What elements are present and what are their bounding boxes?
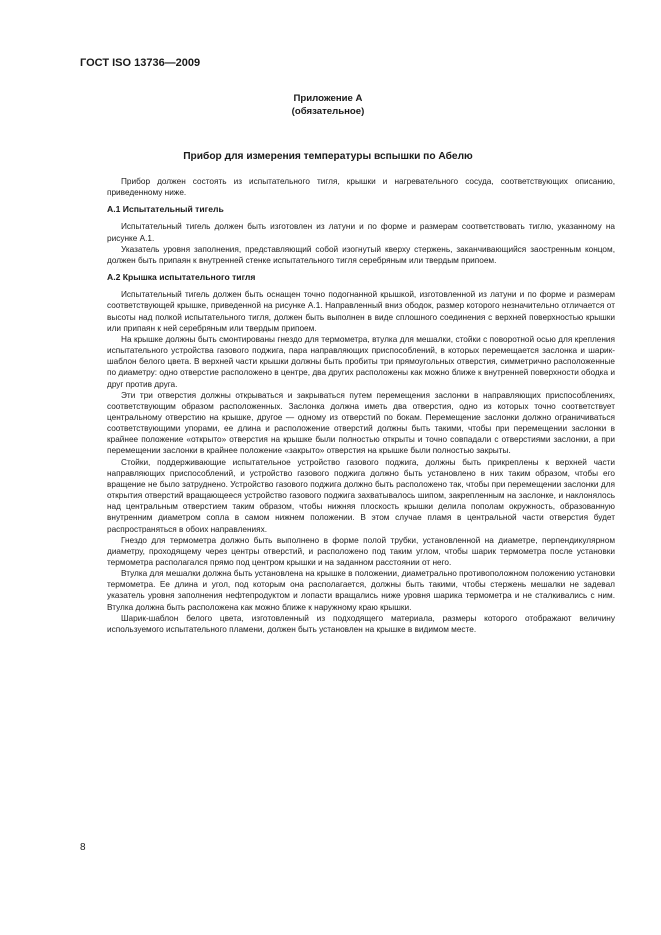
section-a2-paragraph: Гнездо для термометра должно быть выполнено в форме полой трубки, установленной на диаметре, перпендикулярном диаметру, проходящему через центры отверстий, и расположено под таким углом, чтобы шарик термометра после установки термометра располагался прямо под центром крышки и на заданном расстоянии от него. [107, 535, 615, 567]
section-a1-heading: А.1 Испытательный тигель [107, 204, 224, 215]
annex-title: Приложение А [293, 93, 363, 104]
standard-header: ГОСТ ISO 13736—2009 [80, 57, 201, 69]
section-a2-paragraph: Втулка для мешалки должна быть установлена на крышке в положении, диаметрально противоположном положению установки термометра. Ее длина и угол, под которым она располагается, должны быть такими, чтобы стержень мешалки не задевал указатель уровня заполнения нефтепродуктом и лопасти вращались ниже уровня шарика термометра и не сталкивались с ним. Втулка должна быть расположена как можно ближе к наружному краю крышки. [107, 569, 615, 612]
section-a2-paragraph: Шарик-шаблон белого цвета, изготовленный из подходящего материала, размеры которого отображают величину используемого испытательного пламени, должен быть установлен на крышке в видимом месте. [107, 613, 615, 634]
section-a2-paragraph: Эти три отверстия должны открываться и закрываться путем перемещения заслонки в направляющих приспособлениях, соответствующим образом расположенных. Заслонка должна иметь два отверстия, одно из которых точно соответствует центральному отверстию на крышке, другое — одному из отверстий по бокам. Перемещение заслонки должно ограничиваться соответствующими упорами, ее длина и расположение отверстий должны быть такими, чтобы при перемещении заслонки в крайнее положение «открыто» отверстия на крышке были полностью открыты и точно совпадали с отверстиями заслонки, а при перемещении заслонки в крайнее положение «закрыто» отверстия на крышке были полностью закрыты. [107, 390, 615, 456]
section-a2-heading: А.2 Крышка испытательного тигля [107, 272, 256, 283]
document-body [107, 176, 615, 635]
page-number: 8 [80, 842, 86, 853]
section-a1-paragraph: Испытательный тигель должен быть изготовлен из латуни и по форме и размерам соответствовать тиглю, указанному на рисунке А.1. [107, 222, 615, 243]
section-a2-paragraph: Стойки, поддерживающие испытательное устройство газового поджига, должны быть прикреплены к верхней части направляющих приспособлений, и устройство газового поджига должно быть установлено в них таким образом, чтобы его вращение не было затруднено. Устройство газового поджига должно быть расположено так, чтобы при перемещении заслонки для открытия отверстий вращающееся устройство газового поджига захватывалось шипом, закрепленным на заслонке, и наклонялось над центральным отверстием таким образом, чтобы нижняя плоскость крышки делила пополам окружность, образованную внутренним диаметром сопла в самом нижнем положении. В этом случае пламя в центральной части отверстия будет распространяться в обоих направлениях. [107, 457, 615, 534]
section-a2-paragraph: Испытательный тигель должен быть оснащен точно подогнанной крышкой, изготовленной из латуни и по форме и размерам соответствующей крышке, приведенной на рисунке А.1. Направленный вниз ободок, размер которого незначительно отличается от высоты над полкой испытательного тигля, должен быть выполнен в виде сплошного соединения с верхней поверхностью крышки или припаян к ней серебряным или твердым припоем. [107, 290, 615, 333]
annex-status: (обязательное) [291, 106, 365, 117]
intro-paragraph: Прибор должен состоять из испытательного тигля, крышки и нагревательного сосуда, соответствующих описанию, приведенному ниже. [107, 177, 615, 198]
section-a2-paragraph: На крышке должны быть смонтированы гнездо для термометра, втулка для мешалки, стойки с поворотной осью для крепления испытательного устройства газового поджига, пара направляющих приспособлений, в которых перемещается заслонка и шарик-шаблон белого цвета. В верхней части крышки должны быть пробиты три прямоугольных отверстия, симметрично расположенные по диаметру: одно отверстие расположено в центре, два других расположены как можно ближе к внутренней поверхности ободка и друг против друга. [107, 334, 615, 389]
document-title: Прибор для измерения температуры вспышки по Абелю [183, 151, 473, 162]
annex-heading [80, 92, 576, 118]
section-a1-paragraph: Указатель уровня заполнения, представляющий собой изогнутый кверху стержень, заканчивающийся заостренным концом, должен быть припаян к внутренней стенке испытательного тигля серебряным или твердым припоем. [107, 244, 615, 265]
